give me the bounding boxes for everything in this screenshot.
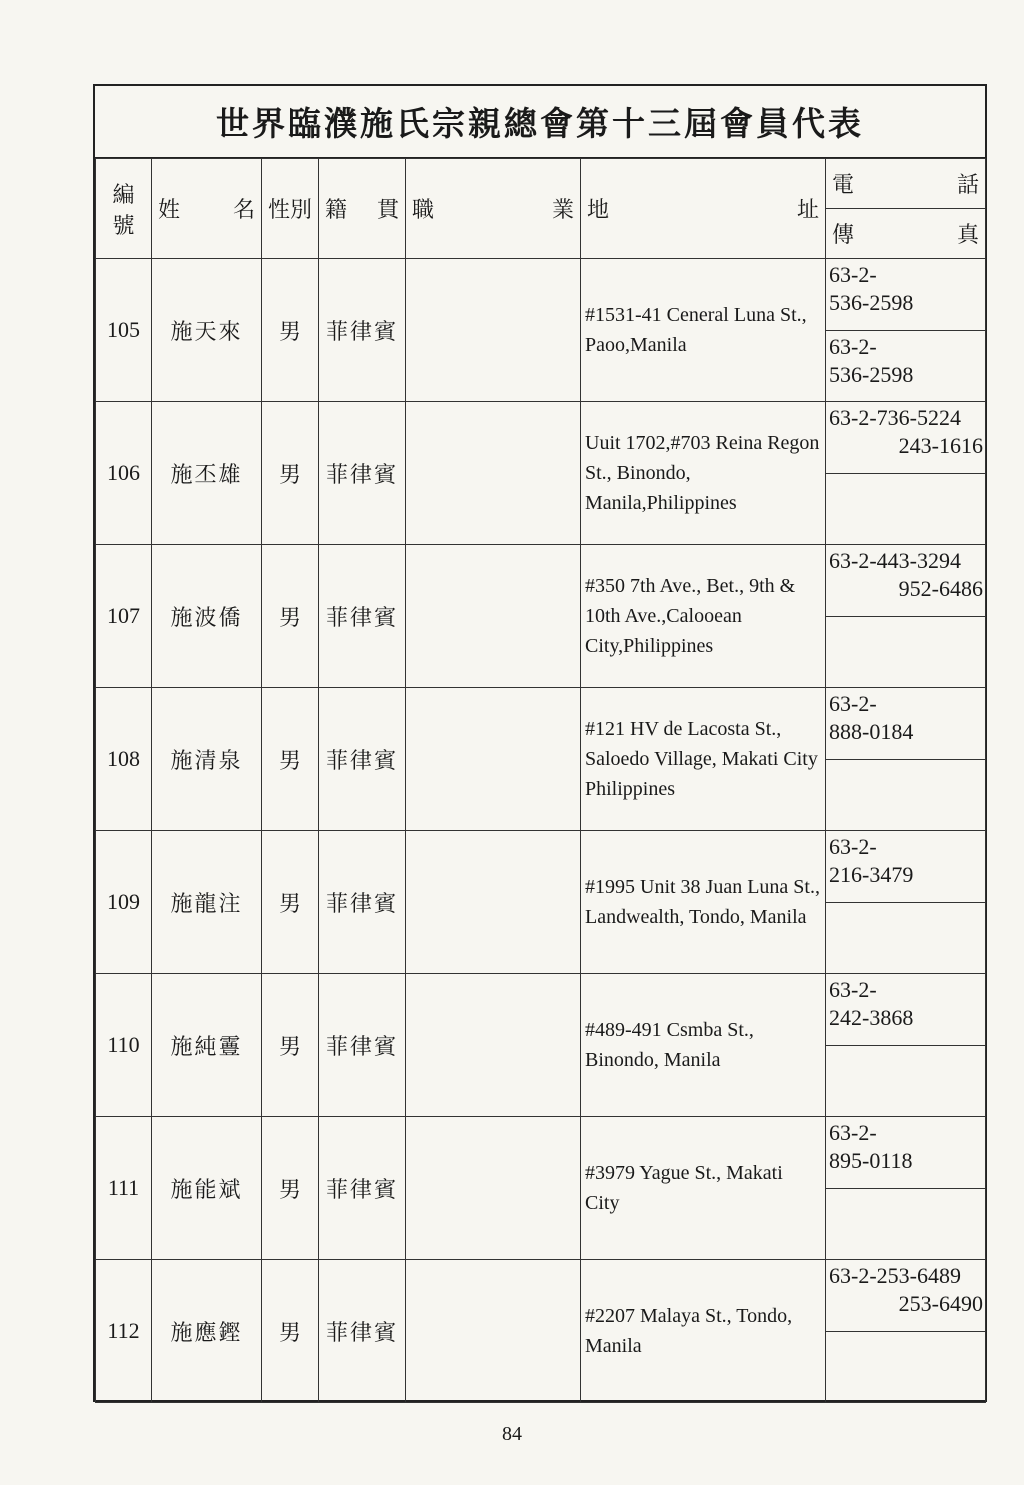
fax-cell [826, 474, 985, 544]
row-sex: 男 [262, 1260, 319, 1403]
row-no: 108 [96, 688, 152, 831]
table-row [96, 259, 986, 402]
row-address: #1531-41 Ceneral Luna St., Paoo,Manila [581, 259, 826, 402]
row-origin: 菲律賓 [319, 1260, 406, 1403]
member-table [95, 158, 986, 1403]
row-origin: 菲律賓 [319, 402, 406, 545]
fax-cell [826, 903, 985, 973]
row-no: 112 [96, 1260, 152, 1403]
row-no: 111 [96, 1117, 152, 1260]
header-address: 地 址 [581, 159, 826, 259]
row-origin: 菲律賓 [319, 688, 406, 831]
row-address: #350 7th Ave., Bet., 9th & 10th Ave.,Calooean City,Philippines [581, 545, 826, 688]
tel-cell: 63-2-736-5224 243-1616 [826, 402, 985, 474]
row-occupation [406, 259, 581, 402]
row-sex: 男 [262, 545, 319, 688]
header-origin: 籍 貫 [319, 159, 406, 259]
row-address: #3979 Yague St., Makati City [581, 1117, 826, 1260]
row-sex: 男 [262, 1117, 319, 1260]
row-occupation [406, 545, 581, 688]
header-name: 姓 名 [152, 159, 262, 259]
row-origin: 菲律賓 [319, 831, 406, 974]
table-row [96, 688, 986, 831]
table-row [96, 402, 986, 545]
row-address: Uuit 1702,#703 Reina Regon St., Binondo, Manila,Philippines [581, 402, 826, 545]
row-phones [826, 259, 986, 402]
row-name: 施波僑 [152, 545, 262, 688]
row-phones [826, 1117, 986, 1260]
tel-cell: 63-2- 216-3479 [826, 831, 985, 903]
row-phones [826, 831, 986, 974]
row-phones [826, 688, 986, 831]
row-origin: 菲律賓 [319, 545, 406, 688]
tel-cell: 63-2- 888-0184 [826, 688, 985, 760]
table-row [96, 1260, 986, 1403]
row-sex: 男 [262, 974, 319, 1117]
tel-cell: 63-2- 895-0118 [826, 1117, 985, 1189]
header-tel: 電 話 [826, 159, 986, 209]
row-phones [826, 974, 986, 1117]
fax-cell [826, 1046, 985, 1116]
page-title: 世界臨濮施氏宗親總會第十三屆會員代表 [95, 86, 985, 158]
row-address: #121 HV de Lacosta St., Saloedo Village, Makati City Philippines [581, 688, 826, 831]
row-phones [826, 1260, 986, 1403]
row-no: 106 [96, 402, 152, 545]
row-occupation [406, 1117, 581, 1260]
table-row [96, 831, 986, 974]
row-address: #2207 Malaya St., Tondo, Manila [581, 1260, 826, 1403]
fax-cell [826, 617, 985, 687]
fax-cell [826, 760, 985, 830]
table-row [96, 974, 986, 1117]
row-origin: 菲律賓 [319, 974, 406, 1117]
row-name: 施清泉 [152, 688, 262, 831]
row-no: 109 [96, 831, 152, 974]
header-fax: 傳 真 [826, 209, 986, 259]
row-phones [826, 402, 986, 545]
header-occupation: 職 業 [406, 159, 581, 259]
page-number: 84 [502, 1423, 522, 1445]
tel-cell: 63-2- 536-2598 [826, 259, 985, 331]
row-occupation [406, 688, 581, 831]
table-row [96, 1117, 986, 1260]
row-name: 施龍注 [152, 831, 262, 974]
tel-cell: 63-2-253-6489 253-6490 [826, 1260, 985, 1332]
row-phones [826, 545, 986, 688]
fax-cell [826, 1332, 985, 1402]
tel-cell: 63-2- 242-3868 [826, 974, 985, 1046]
row-name: 施純霻 [152, 974, 262, 1117]
row-name: 施能斌 [152, 1117, 262, 1260]
row-no: 110 [96, 974, 152, 1117]
row-origin: 菲律賓 [319, 259, 406, 402]
row-sex: 男 [262, 688, 319, 831]
fax-cell [826, 1189, 985, 1259]
row-name: 施天來 [152, 259, 262, 402]
row-sex: 男 [262, 402, 319, 545]
tel-cell: 63-2-443-3294 952-6486 [826, 545, 985, 617]
row-sex: 男 [262, 259, 319, 402]
row-sex: 男 [262, 831, 319, 974]
header-no: 編號 [96, 159, 152, 259]
row-name: 施應鏗 [152, 1260, 262, 1403]
row-address: #1995 Unit 38 Juan Luna St., Landwealth, Tondo, Manila [581, 831, 826, 974]
row-occupation [406, 1260, 581, 1403]
row-no: 105 [96, 259, 152, 402]
row-name: 施丕雄 [152, 402, 262, 545]
member-table-frame [93, 84, 987, 1402]
fax-cell: 63-2- 536-2598 [829, 334, 914, 387]
row-occupation [406, 402, 581, 545]
row-no: 107 [96, 545, 152, 688]
table-row [96, 545, 986, 688]
row-address: #489-491 Csmba St., Binondo, Manila [581, 974, 826, 1117]
row-occupation [406, 974, 581, 1117]
header-sex: 性別 [262, 159, 319, 259]
row-occupation [406, 831, 581, 974]
row-origin: 菲律賓 [319, 1117, 406, 1260]
